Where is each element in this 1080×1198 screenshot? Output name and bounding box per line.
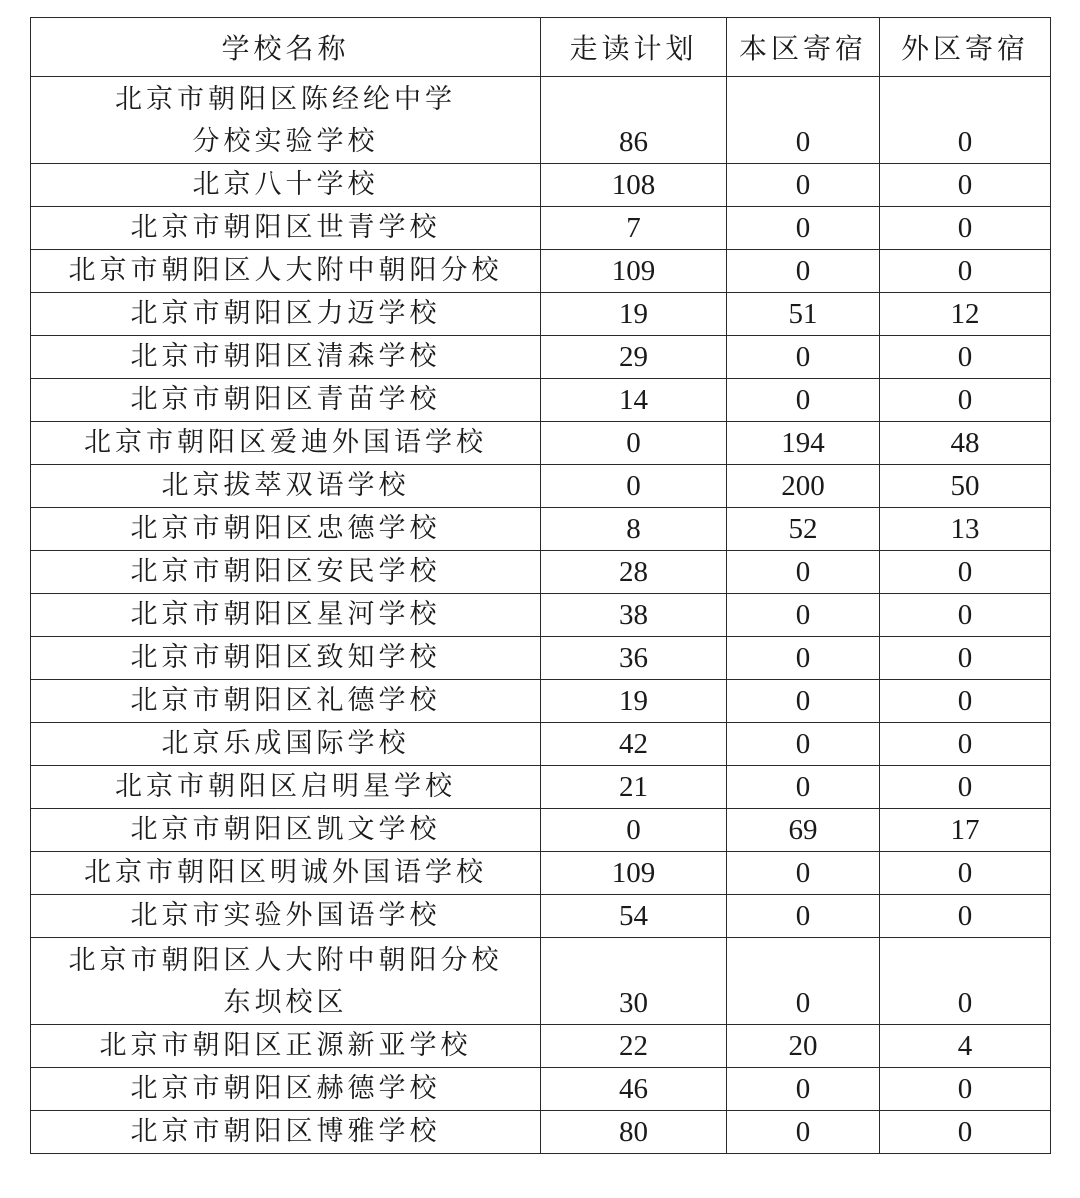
table-row (31, 164, 1051, 207)
outside-boarding-cell: 50 (880, 465, 1051, 508)
table-row (31, 508, 1051, 551)
school-name-line: 北京乐成国际学校 (161, 728, 410, 759)
walk-plan-cell: 46 (541, 1068, 727, 1111)
table-row (31, 465, 1051, 508)
school-name-line: 北京市朝阳区陈经纶中学 (115, 84, 456, 115)
walk-plan-cell: 80 (541, 1111, 727, 1154)
local-boarding-cell: 0 (727, 895, 880, 938)
school-name-cell (31, 1068, 541, 1111)
header-row (31, 18, 1051, 77)
table-row (31, 1111, 1051, 1154)
header-local-boarding: 本区寄宿 (727, 18, 880, 77)
walk-plan-cell: 30 (541, 938, 727, 1025)
school-name-cell (31, 1111, 541, 1154)
table-row (31, 336, 1051, 379)
school-name-cell (31, 766, 541, 809)
walk-plan-cell: 108 (541, 164, 727, 207)
school-name-line: 北京市朝阳区世青学校 (130, 212, 441, 243)
school-name-cell (31, 895, 541, 938)
table-row (31, 680, 1051, 723)
local-boarding-cell: 0 (727, 77, 880, 164)
walk-plan-cell: 109 (541, 250, 727, 293)
school-name-cell (31, 809, 541, 852)
local-boarding-cell: 194 (727, 422, 880, 465)
local-boarding-cell: 0 (727, 852, 880, 895)
school-name-line: 北京市朝阳区明诚外国语学校 (84, 857, 487, 888)
walk-plan-cell: 86 (541, 77, 727, 164)
outside-boarding-cell: 0 (880, 852, 1051, 895)
school-enrollment-table (30, 17, 1051, 1154)
outside-boarding-cell: 0 (880, 938, 1051, 1025)
school-name-line: 北京市实验外国语学校 (130, 900, 441, 931)
walk-plan-cell: 19 (541, 293, 727, 336)
school-name-line: 北京市朝阳区凯文学校 (130, 814, 441, 845)
walk-plan-cell: 0 (541, 422, 727, 465)
school-name-line: 北京拔萃双语学校 (161, 470, 410, 501)
local-boarding-cell: 0 (727, 250, 880, 293)
local-boarding-cell: 0 (727, 207, 880, 250)
table-row (31, 766, 1051, 809)
walk-plan-cell: 19 (541, 680, 727, 723)
school-name-line: 北京市朝阳区忠德学校 (130, 513, 441, 544)
school-name-line: 分校实验学校 (192, 126, 379, 157)
school-name-line: 北京市朝阳区礼德学校 (130, 685, 441, 716)
school-name-line: 北京市朝阳区致知学校 (130, 642, 441, 673)
school-name-line: 北京市朝阳区人大附中朝阳分校 (68, 945, 503, 976)
school-name-cell (31, 207, 541, 250)
school-name-cell (31, 465, 541, 508)
school-name-cell (31, 852, 541, 895)
school-name-line: 北京市朝阳区青苗学校 (130, 384, 441, 415)
school-name-cell (31, 551, 541, 594)
header-outside-boarding: 外区寄宿 (880, 18, 1051, 77)
outside-boarding-cell: 0 (880, 895, 1051, 938)
table-row (31, 207, 1051, 250)
school-name-line: 北京市朝阳区爱迪外国语学校 (84, 427, 487, 458)
table-row (31, 1025, 1051, 1068)
outside-boarding-cell: 0 (880, 594, 1051, 637)
local-boarding-cell: 0 (727, 938, 880, 1025)
outside-boarding-cell: 4 (880, 1025, 1051, 1068)
table-row (31, 293, 1051, 336)
school-name-cell (31, 1025, 541, 1068)
school-name-cell (31, 680, 541, 723)
school-name-cell (31, 336, 541, 379)
local-boarding-cell: 0 (727, 766, 880, 809)
walk-plan-cell: 42 (541, 723, 727, 766)
header-school-name: 学校名称 (31, 18, 541, 77)
outside-boarding-cell: 0 (880, 1068, 1051, 1111)
local-boarding-cell: 0 (727, 336, 880, 379)
outside-boarding-cell: 0 (880, 551, 1051, 594)
table-row (31, 938, 1051, 1025)
school-name-line: 北京市朝阳区正源新亚学校 (99, 1030, 472, 1061)
table-row (31, 1068, 1051, 1111)
outside-boarding-cell: 48 (880, 422, 1051, 465)
table-row (31, 637, 1051, 680)
local-boarding-cell: 69 (727, 809, 880, 852)
table-row (31, 852, 1051, 895)
school-name-cell (31, 508, 541, 551)
local-boarding-cell: 0 (727, 594, 880, 637)
walk-plan-cell: 8 (541, 508, 727, 551)
walk-plan-cell: 28 (541, 551, 727, 594)
header-walk-plan: 走读计划 (541, 18, 727, 77)
local-boarding-cell: 200 (727, 465, 880, 508)
local-boarding-cell: 0 (727, 637, 880, 680)
local-boarding-cell: 52 (727, 508, 880, 551)
walk-plan-cell: 38 (541, 594, 727, 637)
school-name-cell (31, 379, 541, 422)
school-name-cell (31, 293, 541, 336)
walk-plan-cell: 29 (541, 336, 727, 379)
local-boarding-cell: 20 (727, 1025, 880, 1068)
school-name-line: 北京市朝阳区人大附中朝阳分校 (68, 255, 503, 286)
outside-boarding-cell: 0 (880, 766, 1051, 809)
table-row (31, 594, 1051, 637)
school-name-line: 北京市朝阳区清森学校 (130, 341, 441, 372)
walk-plan-cell: 54 (541, 895, 727, 938)
local-boarding-cell: 0 (727, 1068, 880, 1111)
walk-plan-cell: 14 (541, 379, 727, 422)
walk-plan-cell: 109 (541, 852, 727, 895)
school-name-cell (31, 164, 541, 207)
table-row (31, 250, 1051, 293)
outside-boarding-cell: 0 (880, 164, 1051, 207)
walk-plan-cell: 22 (541, 1025, 727, 1068)
school-name-cell (31, 723, 541, 766)
school-name-line: 北京八十学校 (192, 169, 379, 200)
local-boarding-cell: 0 (727, 723, 880, 766)
school-name-line: 北京市朝阳区博雅学校 (130, 1116, 441, 1147)
outside-boarding-cell: 0 (880, 250, 1051, 293)
school-name-line: 东坝校区 (223, 987, 348, 1018)
school-name-line: 北京市朝阳区赫德学校 (130, 1073, 441, 1104)
school-name-line: 北京市朝阳区启明星学校 (115, 771, 456, 802)
walk-plan-cell: 7 (541, 207, 727, 250)
walk-plan-cell: 0 (541, 809, 727, 852)
outside-boarding-cell: 0 (880, 207, 1051, 250)
school-name-cell (31, 250, 541, 293)
school-name-cell (31, 594, 541, 637)
table-row (31, 422, 1051, 465)
outside-boarding-cell: 12 (880, 293, 1051, 336)
outside-boarding-cell: 0 (880, 336, 1051, 379)
school-name-line: 北京市朝阳区力迈学校 (130, 298, 441, 329)
walk-plan-cell: 36 (541, 637, 727, 680)
school-name-cell (31, 938, 541, 1025)
school-name-cell (31, 637, 541, 680)
outside-boarding-cell: 13 (880, 508, 1051, 551)
table-row (31, 379, 1051, 422)
outside-boarding-cell: 0 (880, 77, 1051, 164)
walk-plan-cell: 21 (541, 766, 727, 809)
walk-plan-cell: 0 (541, 465, 727, 508)
local-boarding-cell: 51 (727, 293, 880, 336)
table-row (31, 723, 1051, 766)
table-row (31, 551, 1051, 594)
local-boarding-cell: 0 (727, 1111, 880, 1154)
outside-boarding-cell: 0 (880, 1111, 1051, 1154)
school-name-cell (31, 422, 541, 465)
local-boarding-cell: 0 (727, 551, 880, 594)
local-boarding-cell: 0 (727, 379, 880, 422)
outside-boarding-cell: 0 (880, 680, 1051, 723)
outside-boarding-cell: 0 (880, 723, 1051, 766)
local-boarding-cell: 0 (727, 164, 880, 207)
school-name-line: 北京市朝阳区安民学校 (130, 556, 441, 587)
table-row (31, 809, 1051, 852)
local-boarding-cell: 0 (727, 680, 880, 723)
outside-boarding-cell: 17 (880, 809, 1051, 852)
outside-boarding-cell: 0 (880, 379, 1051, 422)
table-row (31, 895, 1051, 938)
school-name-line: 北京市朝阳区星河学校 (130, 599, 441, 630)
school-name-cell (31, 77, 541, 164)
table-row (31, 77, 1051, 164)
outside-boarding-cell: 0 (880, 637, 1051, 680)
